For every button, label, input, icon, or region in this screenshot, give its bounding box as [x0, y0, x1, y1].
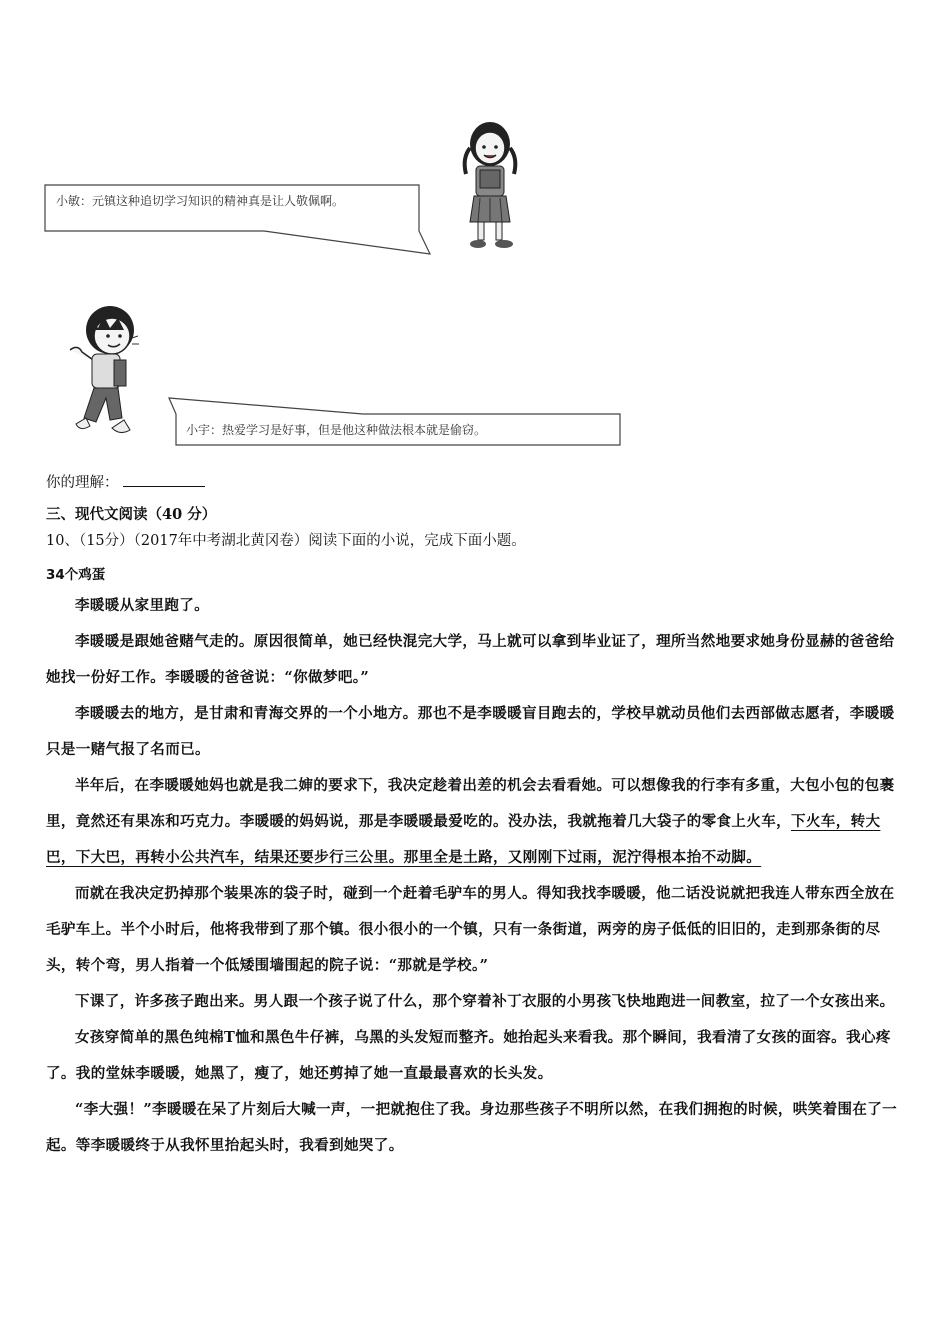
story-title: 34个鸡蛋 [46, 567, 106, 583]
paragraph-4-text: 半年后，在李暖暖她妈也就是我二婶的要求下，我决定趁着出差的机会去看看她。可以想像我的行李有多重，大包小包的包裹里，竟然还有果冻和巧克力。李暖暖的妈妈说，那是李暖暖最爱吃的。没办法，我就拖着几大袋子的零食上火车， [46, 777, 895, 830]
paragraph-5: 而就在我决定扔掉那个装果冻的袋子时，碰到一个赶着毛驴车的男人。得知我找李暖暖，他二话没说就把我连人带东西全放在毛驴车上。半个小时后，他将我带到了那个镇。很小很小的一个镇，只有一条街道，两旁的房子低低的旧旧的，走到那条街的尽头，转个弯，男人指着一个低矮围墙围起的院子说：“那就是学校。” [46, 885, 895, 974]
story-body [46, 588, 906, 1164]
paragraph-6: 下课了，许多孩子跑出来。男人跟一个孩子说了什么，那个穿着补丁衣服的小男孩飞快地跑进一间教室，拉了一个女孩出来。 [75, 993, 895, 1010]
section-title: 三、现代文阅读（40 分） [46, 506, 217, 523]
paragraph-7: 女孩穿简单的黑色纯棉T恤和黑色牛仔裤，乌黑的头发短而整齐。她抬起头来看我。那个瞬间，我看清了女孩的面容。我心疼了。我的堂妹李暖暖，她黑了，瘦了，她还剪掉了她一直最最喜欢的长头发。 [46, 1029, 891, 1082]
underlined-passage: 下火车，转大巴，下大巴，再转小公共汽车，结果还要步行三公里。那里全是土路，又刚刚下过雨，泥泞得根本抬不动脚。 [46, 813, 881, 866]
paragraph-3: 李暖暖去的地方，是甘肃和青海交界的一个小地方。那也不是李暖暖盲目跑去的，学校早就动员他们去西部做志愿者，李暖暖只是一赌气报了名而已。 [46, 705, 895, 758]
paragraph-1: 李暖暖从家里跑了。 [75, 597, 210, 614]
girl-dialogue-text: 小敏：元镇这种追切学习知识的精神真是让人敬佩啊。 [56, 194, 345, 208]
paragraph-8: “李大强！”李暖暖在呆了片刻后大喊一声，一把就抱住了我。身边那些孩子不明所以然，在我们拥抱的时候，哄笑着围在了一起。等李暖暖终于从我怀里抬起头时，我看到她哭了。 [46, 1101, 898, 1154]
answer-prompt [46, 471, 205, 492]
paragraph-4 [46, 768, 906, 876]
answer-prompt-label: 你的理解： [46, 475, 119, 491]
paragraph-2: 李暖暖是跟她爸赌气走的。原因很简单，她已经快混完大学，马上就可以拿到毕业证了，理所当然地要求她身份显赫的爸爸给她找一份好工作。李暖暖的爸爸说：“你做梦吧。” [46, 633, 895, 686]
question-10: 10、（15分）（2017年中考湖北黄冈卷）阅读下面的小说，完成下面小题。 [46, 533, 526, 549]
girl-illustration [452, 118, 532, 254]
boy-illustration [66, 298, 148, 446]
answer-blank[interactable] [123, 472, 205, 487]
boy-dialogue-text: 小宇：热爱学习是好事，但是他这种做法根本就是偷窃。 [186, 423, 487, 437]
boy-speech-bubble [168, 392, 624, 448]
